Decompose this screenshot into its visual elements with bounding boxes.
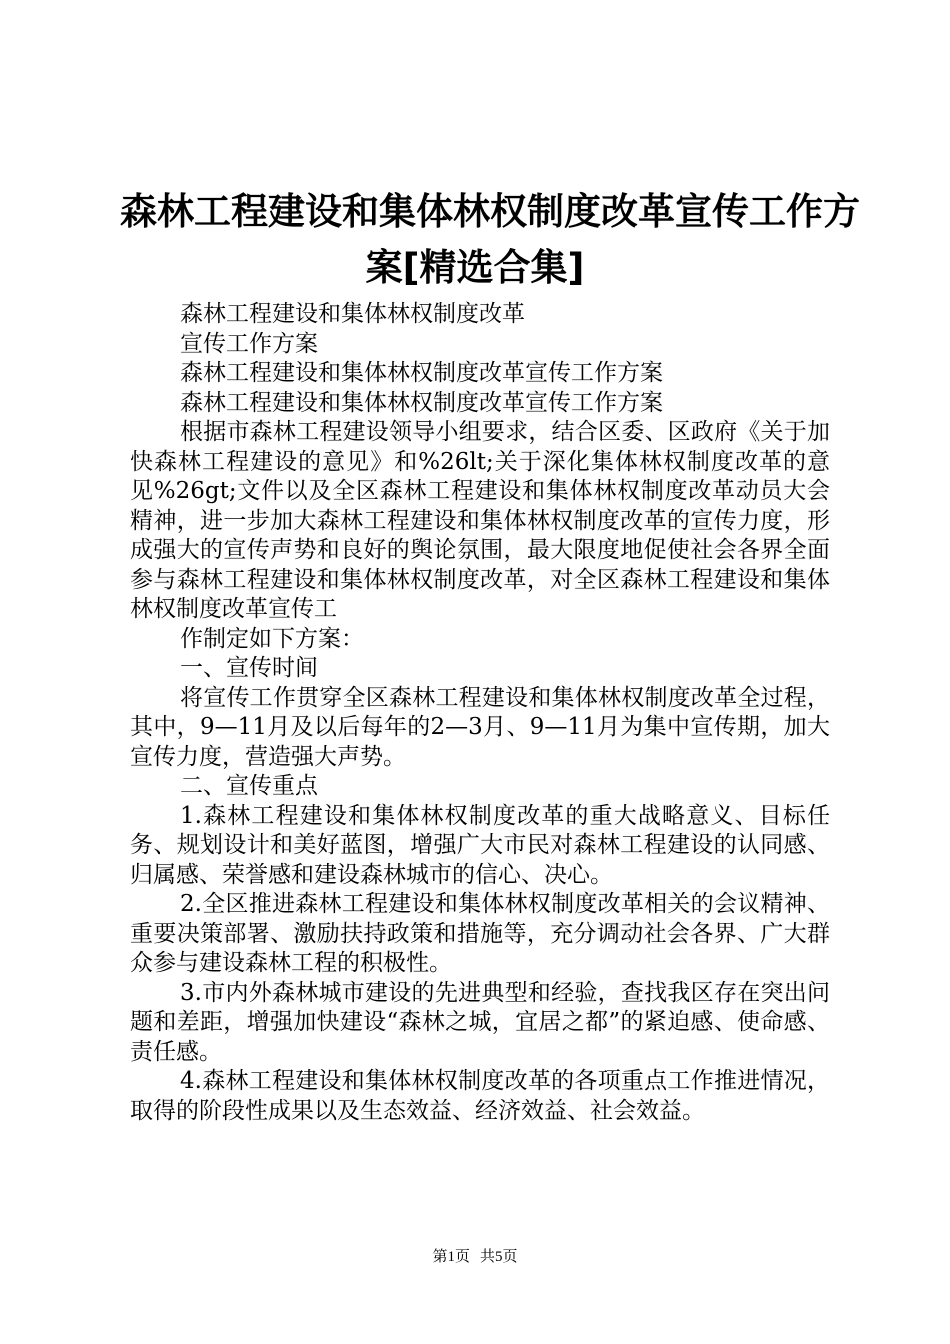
document-title-line-1: 森林工程建设和集体林权制度改革宣传工作方 xyxy=(120,190,860,233)
section-heading-time: 一、宣传时间 xyxy=(180,655,318,681)
paragraph-focus-4: 4.森林工程建设和集体林权制度改革的各项重点工作推进情况，取得的阶段性成果以及生态效益、经济效益、社会效益。 xyxy=(130,1068,830,1124)
page-number-current: 第1页 xyxy=(432,1249,470,1265)
paragraph-intro-continuation: 作制定如下方案： xyxy=(180,625,364,652)
paragraph-focus-1: 1.森林工程建设和集体林权制度改革的重大战略意义、目标任务、规划设计和美好蓝图，增强广大市民对森林工程建设的认同感、归属感、荣誉感和建设森林城市的信心、决心。 xyxy=(130,802,830,888)
document-title-line-2: 案[精选合集] xyxy=(365,246,585,289)
paragraph-focus-3: 3.市内外森林城市建设的先进典型和经验，查找我区存在突出问题和差距，增强加快建设“森林之城，宜居之都”的紧迫感、使命感、责任感。 xyxy=(130,979,830,1065)
document-body xyxy=(130,300,830,1126)
section-heading-focus: 二、宣传重点 xyxy=(180,773,318,799)
page-footer xyxy=(0,1250,950,1265)
paragraph-subtitle-1: 森林工程建设和集体林权制度改革 xyxy=(180,301,525,327)
paragraph-intro: 根据市森林工程建设领导小组要求，结合区委、区政府《关于加快森林工程建设的意见》和%26lt;关于深化集体林权制度改革的意见%26gt;文件以及全区森林工程建设和集体林权制度改革动员大会精神，进一步加大森林工程建设和集体林权制度改革的宣传力度，形成强大的宣传声势和良好的舆论氛围，最大限度地促使社会各界全面参与森林工程建设和集体林权制度改革，对全区森林工程建设和集体林权制度改革宣传工 xyxy=(130,419,830,622)
paragraph-time: 将宣传工作贯穿全区森林工程建设和集体林权制度改革全过程，其中，9—11月及以后每年的2—3月、9—11月为集中宣传期，加大宣传力度，营造强大声势。 xyxy=(130,684,830,770)
paragraph-heading-repeat-2: 森林工程建设和集体林权制度改革宣传工作方案 xyxy=(180,389,663,416)
page-number-total: 共5页 xyxy=(480,1249,518,1265)
paragraph-heading-repeat-1: 森林工程建设和集体林权制度改革宣传工作方案 xyxy=(180,360,663,386)
paragraph-subtitle-2: 宣传工作方案 xyxy=(180,330,318,357)
paragraph-focus-2: 2.全区推进森林工程建设和集体林权制度改革相关的会议精神、重要决策部署、激励扶持政策和措施等，充分调动社会各界、广大群众参与建设森林工程的积极性。 xyxy=(130,891,830,976)
